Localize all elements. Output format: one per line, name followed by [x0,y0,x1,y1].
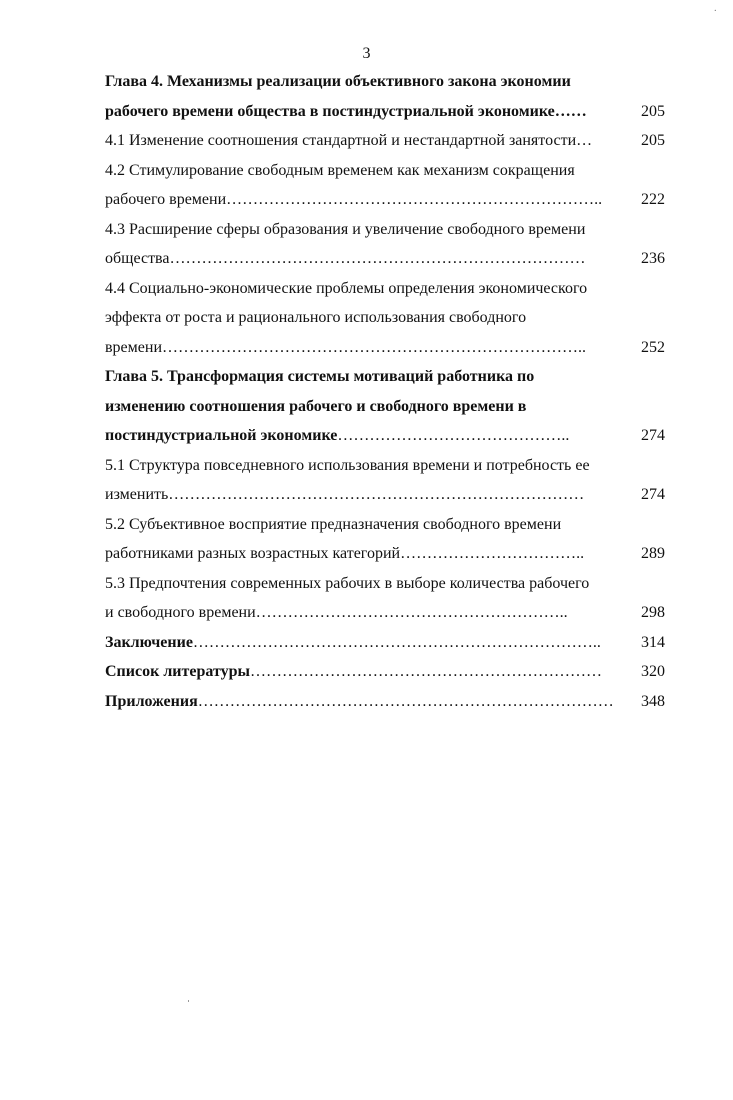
toc-page-number: 320 [641,663,665,680]
toc-entry-4-2 [105,156,665,215]
toc-entry-title: Глава 4. Механизмы реализации объективного закона экономии [105,73,571,90]
toc-leader-dots: ………………………………………………….. [255,604,568,621]
toc-entry-line [105,569,665,599]
toc-entry-title: 4.4 Социально-экономические проблемы определения экономического [105,279,588,297]
toc-page-number: 205 [641,132,665,149]
toc-entry-title: рабочего времени [105,191,227,208]
toc-leader-dots: …………………………………………………………………… [169,250,586,267]
toc-leader-dots: …………………………………………………………………….. [162,338,587,356]
toc-entry-title: рабочего времени общества в постиндустриальной экономике [105,102,555,120]
toc-entry-title: 4.3 Расширение сферы образования и увеличение свободного времени [105,220,586,238]
toc-entry-line [105,67,665,97]
toc-leader-dots: …………………………………….. [337,427,570,444]
toc-entry-title: общества [105,250,170,267]
toc-entry-title: эффекта от роста и рационального использования свободного [105,309,527,326]
toc-page-number: 298 [641,604,665,621]
toc-entry-4-1 [105,126,665,156]
toc-entry-line [105,628,665,658]
toc-entry-line [105,657,665,687]
toc-entry-line [105,126,665,156]
toc-entry-4-3 [105,215,665,274]
toc-entry-title: времени [105,338,163,356]
toc-entry-title: 5.1 Структура повседневного использования времени и потребность ее [105,456,590,474]
toc-entry-chapter-4 [105,67,665,126]
toc-leader-dots: …………………………………………………………………… [168,486,585,503]
toc-entry-5-1 [105,451,665,510]
toc-entry-references [105,657,665,687]
toc-page-number: 205 [641,102,665,120]
toc-entry-title: Заключение [105,633,193,651]
toc-leader-dots: …………………………………………………………….. [226,191,603,208]
toc-entry-title: постиндустриальной экономике [105,427,338,444]
toc-entry-4-4 [105,274,665,363]
toc-entry-line [105,303,665,333]
toc-entry-line [105,451,665,481]
toc-leader-dots: …………………………………………………………………… [197,692,614,710]
toc-entry-line [105,244,665,274]
toc-entry-line [105,185,665,215]
toc-entry-line [105,421,665,451]
toc-page-number: 274 [641,427,665,444]
toc-entry-title: Приложения [105,692,198,710]
toc-page-number: 252 [641,338,665,356]
toc-entry-title: 5.3 Предпочтения современных рабочих в выборе количества рабочего [105,574,590,592]
toc-leader-dots: …………………………….. [400,545,585,562]
toc-entry-line [105,687,665,717]
toc-entry-chapter-5 [105,362,665,451]
toc-entry-line [105,539,665,569]
table-of-contents [105,67,665,716]
toc-entry-title: Список литературы [105,663,250,680]
toc-entry-line [105,97,665,127]
toc-entry-line [105,510,665,540]
scan-speck [188,1000,189,1002]
toc-entry-5-3 [105,569,665,628]
toc-page-number: 236 [641,250,665,267]
toc-entry-title: работниками разных возрастных категорий [105,545,401,562]
toc-entry-conclusion [105,628,665,658]
toc-entry-title: 4.2 Стимулирование свободным временем как механизм сокращения [105,161,575,179]
toc-entry-title: 5.2 Субъективное восприятие предназначения свободного времени [105,515,562,533]
scan-corner-mark: · [713,6,717,17]
toc-entry-line [105,156,665,186]
page-number: 3 [362,45,371,62]
toc-page-number: 222 [641,191,665,208]
toc-entry-line [105,392,665,422]
toc-entry-title: 4.1 Изменение соотношения стандартной и нестандартной занятости [105,132,577,149]
toc-page-number: 289 [641,545,665,562]
toc-entry-line [105,480,665,510]
toc-entry-line [105,333,665,363]
toc-entry-line [105,274,665,304]
toc-page-number: 314 [641,633,665,651]
toc-entry-line [105,215,665,245]
toc-leader-dots: ………………………………………………………… [250,663,602,680]
toc-entry-title: изменению соотношения рабочего и свободного времени в [105,397,527,415]
toc-leader-dots: … [576,132,593,149]
toc-entry-appendices [105,687,665,717]
toc-entry-title: Глава 5. Трансформация системы мотиваций работника по [105,368,535,385]
toc-leader-dots: …… [554,102,587,120]
toc-leader-dots: ………………………………………………………………….. [192,633,601,651]
toc-entry-line [105,598,665,628]
toc-page-number: 348 [641,692,665,710]
toc-entry-title: изменить [105,486,169,503]
toc-entry-title: и свободного времени [105,604,256,621]
toc-page-number: 274 [641,486,665,503]
toc-entry-5-2 [105,510,665,569]
toc-entry-line [105,362,665,392]
